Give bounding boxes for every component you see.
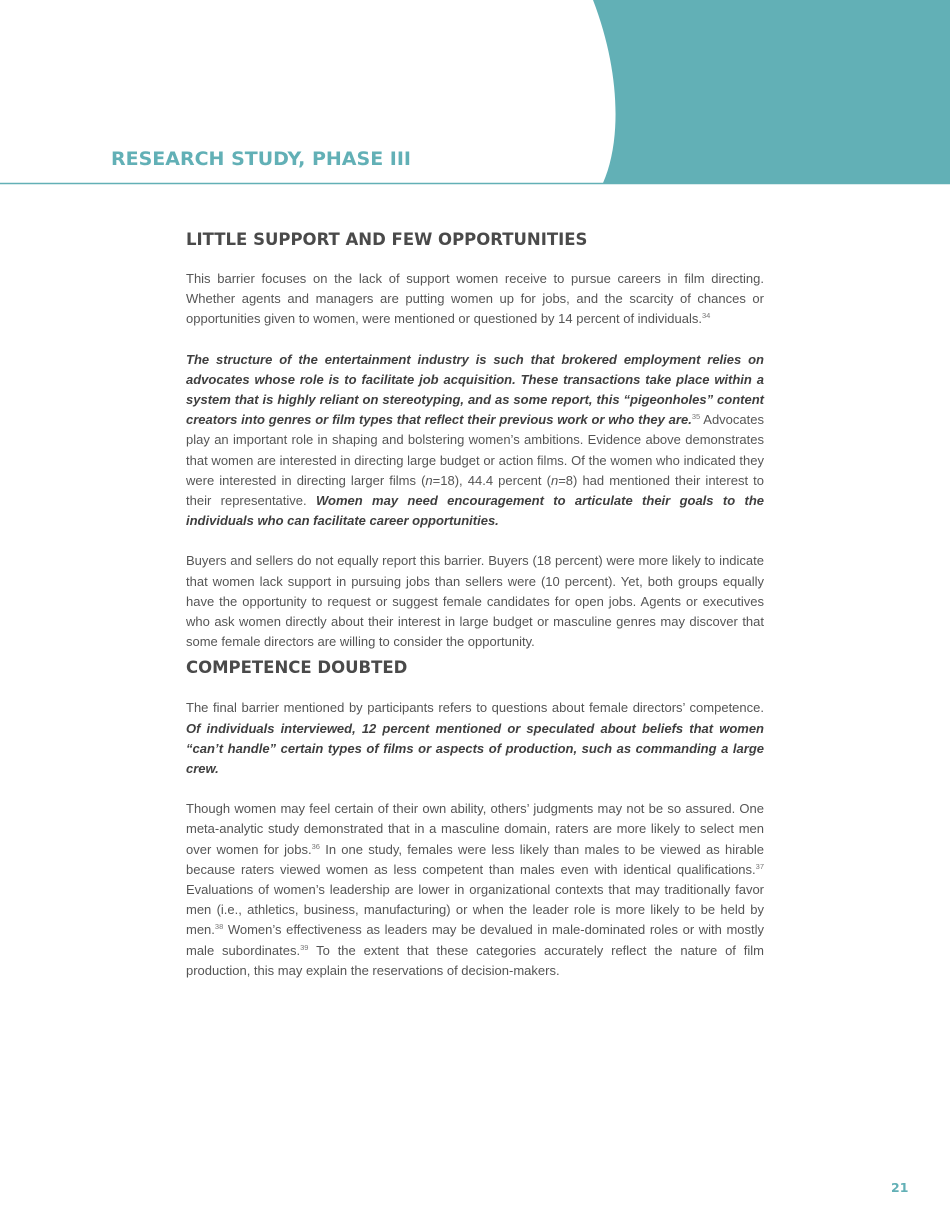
paragraph-text: Women’s effectiveness as leaders may be devalued in male-dominated roles or with mostly male subordinates. <box>186 922 764 958</box>
paragraph-text: In one study, females were less likely than males to be viewed as hirable because raters viewed women as less competent than males even with identical qualifications. <box>186 841 765 877</box>
section-heading-competence: COMPETENCE DOUBTED <box>186 658 408 678</box>
sample-size-symbol: n <box>550 472 559 488</box>
paragraph-text: =18), 44.4 percent ( <box>432 472 551 488</box>
paragraph-text: =8) had mentioned their interest to their representative. <box>186 472 765 509</box>
footnote-ref: 37 <box>755 861 764 871</box>
page-number: 21 <box>891 1180 909 1195</box>
paragraph <box>186 698 764 779</box>
paragraph: Buyers and sellers do not equally report this barrier. Buyers (18 percent) were more likely to indicate that women lack support in pursuing jobs than sellers were (10 percent). Yet, both groups equally have the opportunity to request or suggest female candidates for open jobs. Agents or executives who ask women directly about their interest in large budget or masculine genres may discover that some female directors are willing to consider the opportunity. <box>186 553 764 650</box>
paragraph <box>186 269 764 330</box>
paragraph-text: To the extent that these categories accurately reflect the nature of film production, this may explain the reservations of decision-makers. <box>186 942 764 978</box>
paragraph <box>186 350 764 532</box>
paragraph-text: Advocates play an important role in shaping and bolstering women’s ambitions. Evidence above demonstrates that women are interested in directing large budget or action films. Of the women who indicated they were interested in directing larger films ( <box>186 412 764 488</box>
section-heading-support: LITTLE SUPPORT AND FEW OPPORTUNITIES <box>186 230 588 249</box>
paragraph-text: The final barrier mentioned by participants refers to questions about female directors’ competence. <box>186 700 764 716</box>
paragraph <box>186 799 764 981</box>
footnote-ref: 39 <box>300 942 309 952</box>
paragraph-text: Though women may feel certain of their own ability, others’ judgments may not be so assured. One meta-analytic study demonstrated that in a masculine domain, raters are more likely to select men over women for jobs. <box>186 801 764 857</box>
page-header-title: RESEARCH STUDY, PHASE III <box>111 148 411 170</box>
paragraph-text: Evaluations of women’s leadership are lower in organizational contexts that may traditionally favor men (i.e., athletics, business, manufacturing) or when the leader role is more likely to be held by men. <box>186 882 764 938</box>
footnote-ref: 36 <box>311 841 320 851</box>
teal-banner-shape <box>593 0 950 183</box>
footnote-ref: 34 <box>701 311 711 321</box>
emphasis-text: Women may need encouragement to articulate their goals to the individuals who can facilitate career opportunities. <box>186 493 765 529</box>
sample-size-symbol: n <box>425 472 433 488</box>
emphasis-text: The structure of the entertainment industry is such that brokered employment relies on advocates whose role is to facilitate job acquisition. These transactions take place within a system that is highly reliant on stereotyping, and as some report, this “pigeonholes” content creators into genres or film types that reflect their previous work or who they are. <box>186 351 764 428</box>
footnote-ref: 35 <box>691 412 701 422</box>
emphasis-text: Of individuals interviewed, 12 percent mentioned or speculated about beliefs that women “can’t handle” certain types of films or aspects of production, such as commanding a large crew. <box>186 720 764 777</box>
paragraph-text: This barrier focuses on the lack of support women receive to pursue careers in film directing. Whether agents and managers are putting women up for jobs, and the scarcity of chances or opportunities given to women, were mentioned or questioned by 14 percent of individuals. <box>186 271 764 327</box>
article-body <box>186 230 764 981</box>
footnote-ref: 38 <box>214 922 224 932</box>
